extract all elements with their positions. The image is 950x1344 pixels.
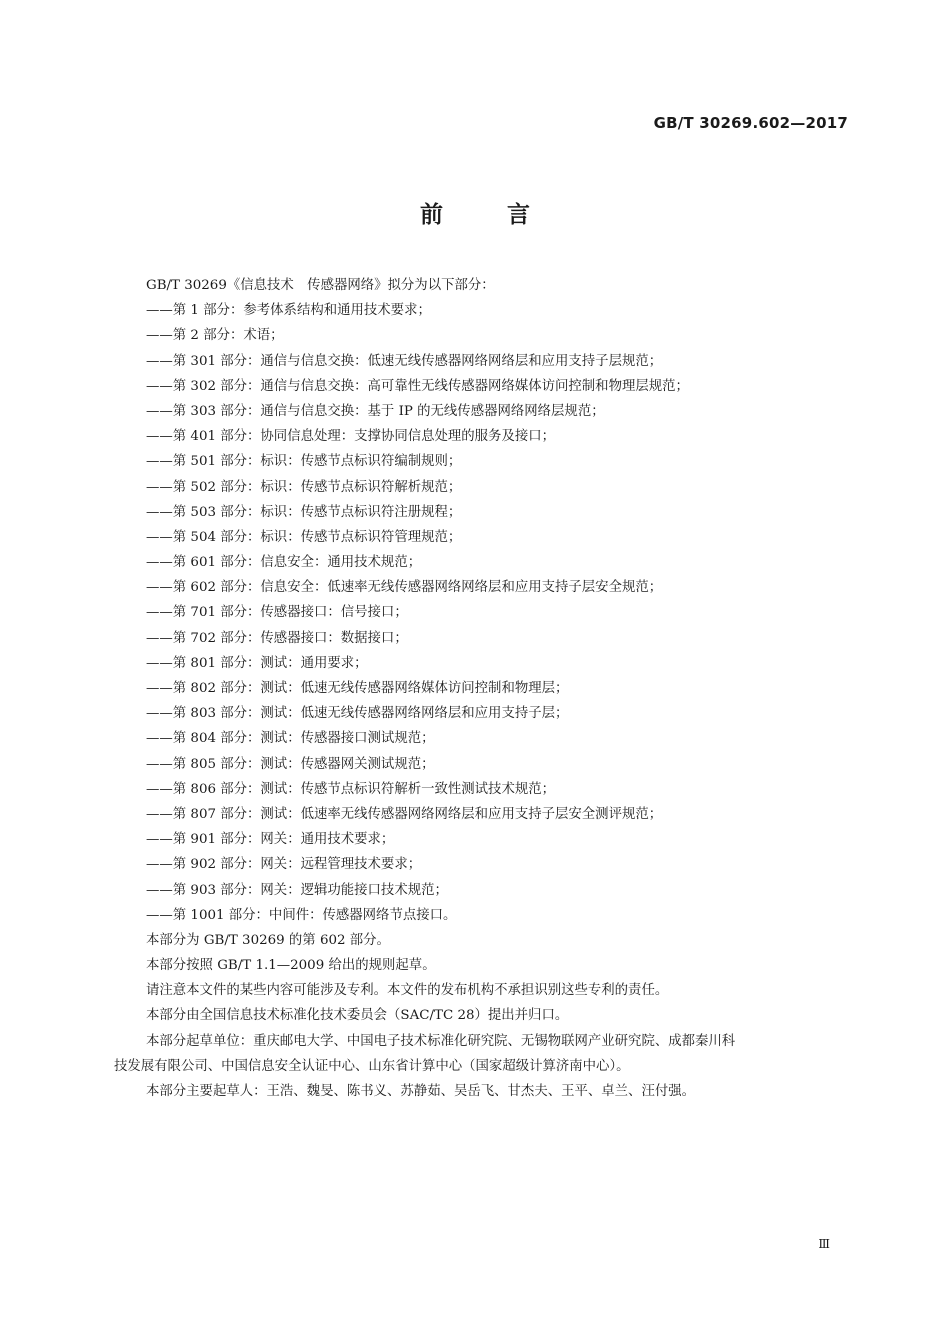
part-list-item: ——第 501 部分：标识：传感节点标识符编制规则； <box>146 454 462 470</box>
page-number: Ⅲ <box>818 1237 830 1251</box>
part-list-item: ——第 502 部分：标识：传感节点标识符解析规范； <box>146 479 462 495</box>
standard-number: GB/T 30269.602—2017 <box>653 114 848 132</box>
drafters-paragraph: 本部分主要起草人：王浩、魏旻、陈书义、苏静茹、吴岳飞、甘杰夫、王平、卓兰、汪付强。 <box>146 1084 696 1099</box>
part-list-item: ——第 1001 部分：中间件：传感器网络节点接口。 <box>146 907 457 923</box>
part-list-item: ——第 902 部分：网关：远程管理技术要求； <box>146 857 422 873</box>
part-list-item: ——第 806 部分：测试：传感节点标识符解析一致性测试技术规范； <box>146 781 556 797</box>
patent-notice-paragraph: 请注意本文件的某些内容可能涉及专利。本文件的发布机构不承担识别这些专利的责任。 <box>146 983 669 999</box>
part-list-item: ——第 803 部分：测试：低速无线传感器网络网络层和应用支持子层； <box>146 706 569 722</box>
part-list-item: ——第 1 部分：参考体系结构和通用技术要求； <box>146 303 431 319</box>
part-list-item: ——第 2 部分：术语； <box>146 328 284 344</box>
part-list-item: ——第 302 部分：通信与信息交换：高可靠性无线传感器网络媒体访问控制和物理层规范； <box>146 378 689 394</box>
part-list-item: ——第 601 部分：信息安全：通用技术规范； <box>146 555 422 571</box>
part-list-item: ——第 801 部分：测试：通用要求； <box>146 655 368 671</box>
drafting-units-line-2: 技发展有限公司、中国信息安全认证中心、山东省计算中心（国家超级计算济南中心）。 <box>114 1058 630 1074</box>
part-list-item: ——第 903 部分：网关：逻辑功能接口技术规范； <box>146 882 448 898</box>
proposed-by-paragraph: 本部分由全国信息技术标准化技术委员会（SAC/TC 28）提出并归口。 <box>146 1008 569 1024</box>
part-list-item: ——第 804 部分：测试：传感器接口测试规范； <box>146 731 435 747</box>
page-title <box>0 196 950 229</box>
part-list-item: ——第 303 部分：通信与信息交换：基于 IP 的无线传感器网络网络层规范； <box>146 403 605 419</box>
part-list-item: ——第 602 部分：信息安全：低速率无线传感器网络网络层和应用支持子层安全规范； <box>146 580 663 596</box>
title-char-2: 言 <box>507 202 530 228</box>
intro-paragraph: GB/T 30269《信息技术 传感器网络》拟分为以下部分： <box>146 278 495 293</box>
part-list-item: ——第 805 部分：测试：传感器网关测试规范； <box>146 756 435 772</box>
part-list-item: ——第 901 部分：网关：通用技术要求； <box>146 832 395 848</box>
foreword-body <box>114 273 850 1104</box>
part-list-item: ——第 503 部分：标识：传感节点标识符注册规程； <box>146 504 462 520</box>
part-list-item: ——第 504 部分：标识：传感节点标识符管理规范； <box>146 529 462 545</box>
drafting-rules-paragraph: 本部分按照 GB/T 1.1—2009 给出的规则起草。 <box>146 958 436 974</box>
parts-list <box>114 298 850 928</box>
part-list-item: ——第 301 部分：通信与信息交换：低速无线传感器网络网络层和应用支持子层规范； <box>146 353 663 369</box>
title-char-1: 前 <box>420 202 443 228</box>
part-list-item: ——第 702 部分：传感器接口：数据接口； <box>146 630 408 646</box>
part-list-item: ——第 401 部分：协同信息处理：支撑协同信息处理的服务及接口； <box>146 429 556 445</box>
part-list-item: ——第 807 部分：测试：低速率无线传感器网络网络层和应用支持子层安全测评规范； <box>146 806 663 822</box>
part-list-item: ——第 802 部分：测试：低速无线传感器网络媒体访问控制和物理层； <box>146 681 569 696</box>
this-part-paragraph: 本部分为 GB/T 30269 的第 602 部分。 <box>146 932 390 948</box>
drafting-units-line-1: 本部分起草单位：重庆邮电大学、中国电子技术标准化研究院、无锡物联网产业研究院、成都秦川科 <box>146 1033 736 1049</box>
part-list-item: ——第 701 部分：传感器接口：信号接口； <box>146 605 408 621</box>
